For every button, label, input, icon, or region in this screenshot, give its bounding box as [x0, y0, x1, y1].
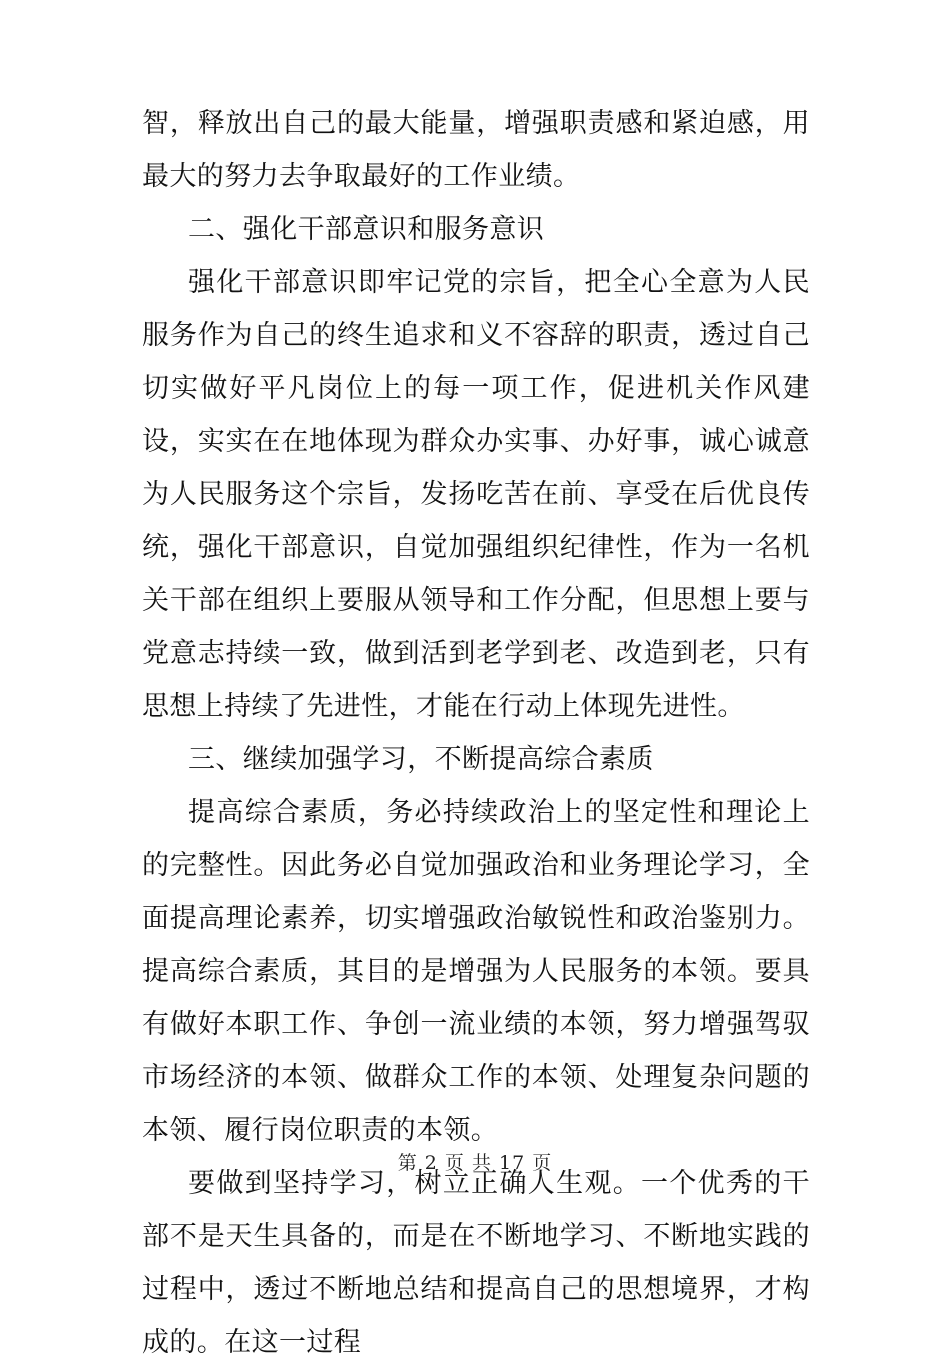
page-number-footer: 第 2 页 共 17 页: [397, 1152, 553, 1174]
document-body: [142, 97, 810, 1369]
paragraph-continuation: 智，释放出自己的最大能量，增强职责感和紧迫感，用最大的努力去争取最好的工作业绩。: [142, 108, 810, 192]
paragraph-persist-learning: 要做到坚持学习，树立正确人生观。一个优秀的干部不是天生具备的，而是在不断地学习、不断地实践的过程中，透过不断地总结和提高自己的思想境界，才构成的。在这一过程: [142, 1168, 810, 1358]
paragraph-comprehensive-quality: 提高综合素质，务必持续政治上的坚定性和理论上的完整性。因此务必自觉加强政治和业务理论学习，全面提高理论素养，切实增强政治敏锐性和政治鉴别力。提高综合素质，其目的是增强为人民服务的本领。要具有做好本职工作、争创一流业绩的本领，努力增强驾驭市场经济的本领、做群众工作的本领、处理复杂问题的本领、履行岗位职责的本领。: [142, 797, 810, 1146]
section-heading-2: 二、强化干部意识和服务意识: [188, 214, 545, 245]
paragraph-cadre-awareness: 强化干部意识即牢记党的宗旨，把全心全意为人民服务作为自己的终生追求和义不容辞的职责，透过自己切实做好平凡岗位上的每一项工作，促进机关作风建设，实实在在地体现为群众办实事、办好事，诚心诚意为人民服务这个宗旨，发扬吃苦在前、享受在后优良传统，强化干部意识，自觉加强组织纪律性，作为一名机关干部在组织上要服从领导和工作分配，但思想上要与党意志持续一致，做到活到老学到老、改造到老，只有思想上持续了先进性，才能在行动上体现先进性。: [142, 267, 810, 722]
section-heading-3: 三、继续加强学习，不断提高综合素质: [188, 744, 654, 775]
